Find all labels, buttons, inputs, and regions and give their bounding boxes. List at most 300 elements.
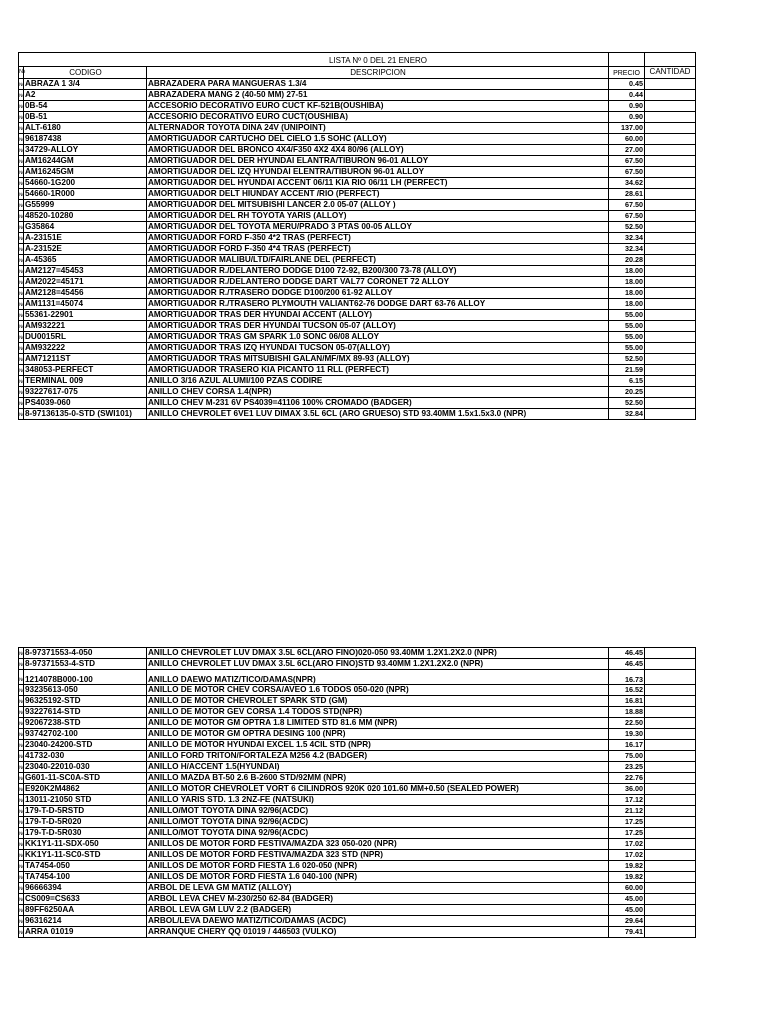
row-number-cell: № [18, 365, 24, 375]
precio-cell: 0.90 [609, 101, 645, 111]
codigo-cell: 54660-1R000 [24, 189, 147, 199]
precio-cell: 55.00 [609, 321, 645, 331]
table-row [18, 696, 696, 707]
row-number-cell: № [18, 277, 24, 287]
codigo-cell: TERMINAL 009 [24, 376, 147, 386]
codigo-cell: 41732-030 [24, 751, 147, 761]
codigo-cell: 8-97371553-4-050 [24, 648, 147, 658]
codigo-cell: AM16244GM [24, 156, 147, 166]
precio-cell: 17.02 [609, 850, 645, 860]
precio-cell: 18.00 [609, 277, 645, 287]
descripcion-cell: ANILLO CHEVROLET LUV DMAX 3.5L 6CL(ARO FINO)STD 93.40MM 1.2X1.2X2.0 (NPR) [147, 659, 609, 669]
descripcion-cell: ANILLO MOTOR CHEVROLET VORT 6 CILINDROS 920K 020 101.60 MM+0.50 (SEALED POWER) [147, 784, 609, 794]
descripcion-cell: ANILLO H/ACCENT 1.5(HYUNDAI) [147, 762, 609, 772]
cantidad-cell[interactable] [645, 244, 696, 254]
codigo-cell: A2 [24, 90, 147, 100]
precio-cell: 20.28 [609, 255, 645, 265]
descripcion-cell: ARBOL LEVA GM LUV 2.2 (BADGER) [147, 905, 609, 915]
table-row [18, 659, 696, 670]
cantidad-cell[interactable] [645, 828, 696, 838]
table-row [18, 255, 696, 266]
table-row [18, 883, 696, 894]
cantidad-cell[interactable] [645, 266, 696, 276]
cantidad-cell[interactable] [645, 376, 696, 386]
table-row [18, 343, 696, 354]
descripcion-cell: AMORTIGUADOR TRAS MITSUBISHI GALAN/MF/MX 89-93 (ALLOY) [147, 354, 609, 364]
row-number-cell: № [18, 255, 24, 265]
cantidad-cell[interactable] [645, 740, 696, 750]
codigo-cell: AM16245GM [24, 167, 147, 177]
codigo-cell: KK1Y1-11-SC0-STD [24, 850, 147, 860]
codigo-cell: PS4039-060 [24, 398, 147, 408]
codigo-cell: 13011-21050 STD [24, 795, 147, 805]
row-number-cell: № [18, 751, 24, 761]
list-title: LISTA Nº 0 DEL 21 ENERO [147, 53, 609, 66]
table-row [18, 685, 696, 696]
cantidad-cell[interactable] [645, 233, 696, 243]
descripcion-cell: ACCESORIO DECORATIVO EURO CUCT(OUSHIBA) [147, 112, 609, 122]
row-number-cell: № [18, 784, 24, 794]
row-number-cell: № [18, 894, 24, 904]
precio-cell: 45.00 [609, 894, 645, 904]
row-number-cell: № [18, 409, 24, 419]
table-row [18, 134, 696, 145]
row-number-cell: № [18, 200, 24, 210]
header-n: № [18, 67, 24, 78]
row-number-cell: № [18, 795, 24, 805]
precio-cell: 19.30 [609, 729, 645, 739]
table-row [18, 167, 696, 178]
codigo-cell: G601-11-SC0A-STD [24, 773, 147, 783]
precio-cell: 19.82 [609, 872, 645, 882]
table-row [18, 365, 696, 376]
cantidad-cell[interactable] [645, 648, 696, 658]
descripcion-cell: ANILLOS DE MOTOR FORD FESTIVA/MAZDA 323 050-020 (NPR) [147, 839, 609, 849]
table-body-1 [18, 79, 696, 420]
table-row [18, 648, 696, 659]
codigo-cell: 8-97371553-4-STD [24, 659, 147, 669]
cantidad-cell[interactable] [645, 211, 696, 221]
cantidad-cell[interactable] [645, 718, 696, 728]
precio-cell: 52.50 [609, 354, 645, 364]
descripcion-cell: ACCESORIO DECORATIVO EURO CUCT KF-521B(OUSHIBA) [147, 101, 609, 111]
cantidad-cell[interactable] [645, 751, 696, 761]
descripcion-cell: AMORTIGUADOR R./DELANTERO DODGE D100 72-92, B200/300 73-78 (ALLOY) [147, 266, 609, 276]
cantidad-cell[interactable] [645, 729, 696, 739]
row-number-cell: № [18, 905, 24, 915]
descripcion-cell: ARBOL DE LEVA GM MATIZ (ALLOY) [147, 883, 609, 893]
precio-cell: 20.25 [609, 387, 645, 397]
codigo-cell: ARRA 01019 [24, 927, 147, 937]
cantidad-cell[interactable] [645, 883, 696, 893]
row-number-cell: № [18, 134, 24, 144]
codigo-cell: 96187438 [24, 134, 147, 144]
descripcion-cell: AMORTIGUADOR R./DELANTERO DODGE DART VAL77 CORONET 72 ALLOY [147, 277, 609, 287]
row-number-cell: № [18, 211, 24, 221]
table-row [18, 156, 696, 167]
precio-cell: 28.61 [609, 189, 645, 199]
codigo-cell: ABRAZA 1 3/4 [24, 79, 147, 89]
table-row [18, 189, 696, 200]
row-number-cell: № [18, 387, 24, 397]
cantidad-cell[interactable] [645, 762, 696, 772]
cantidad-cell[interactable] [645, 255, 696, 265]
descripcion-cell: ANILLO/MOT TOYOTA DINA 92/96(ACDC) [147, 828, 609, 838]
row-number-cell: № [18, 288, 24, 298]
row-number-cell: № [18, 101, 24, 111]
header-cantidad: CANTIDAD [645, 67, 696, 78]
descripcion-cell: AMORTIGUADOR DEL TOYOTA MERU/PRADO 3 PTAS 00-05 ALLOY [147, 222, 609, 232]
codigo-cell: AM2022=45171 [24, 277, 147, 287]
row-number-cell: № [18, 883, 24, 893]
row-number-cell: № [18, 244, 24, 254]
table-row [18, 222, 696, 233]
descripcion-cell: AMORTIGUADOR DEL HYUNDAI ACCENT 06/11 KIA RIO 06/11 LH (PERFECT) [147, 178, 609, 188]
cantidad-cell[interactable] [645, 784, 696, 794]
table-row [18, 762, 696, 773]
cantidad-cell[interactable] [645, 398, 696, 408]
cantidad-cell[interactable] [645, 365, 696, 375]
table-row [18, 740, 696, 751]
descripcion-cell: ABRAZADERA MANG 2 (40-50 MM) 27-51 [147, 90, 609, 100]
cantidad-cell[interactable] [645, 112, 696, 122]
table-row [18, 288, 696, 299]
table-row [18, 861, 696, 872]
codigo-cell: AM932222 [24, 343, 147, 353]
table-row [18, 894, 696, 905]
cantidad-cell[interactable] [645, 659, 696, 669]
cantidad-cell[interactable] [645, 79, 696, 89]
table-row [18, 817, 696, 828]
table-row [18, 376, 696, 387]
precio-cell: 55.00 [609, 343, 645, 353]
codigo-cell: AM71211ST [24, 354, 147, 364]
precio-cell: 75.00 [609, 751, 645, 761]
precio-cell: 17.25 [609, 817, 645, 827]
table-row [18, 398, 696, 409]
precio-cell: 22.50 [609, 718, 645, 728]
row-number-cell: № [18, 222, 24, 232]
table-row [18, 266, 696, 277]
codigo-cell: 93235613-050 [24, 685, 147, 695]
cantidad-cell[interactable] [645, 806, 696, 816]
table-row [18, 872, 696, 883]
precio-cell: 21.12 [609, 806, 645, 816]
price-list-sheet-1 [18, 52, 696, 420]
cantidad-cell[interactable] [645, 156, 696, 166]
cantidad-cell[interactable] [645, 696, 696, 706]
table-row [18, 145, 696, 156]
precio-cell: 55.00 [609, 310, 645, 320]
title-blank-cantidad [645, 53, 696, 66]
precio-cell: 18.00 [609, 299, 645, 309]
descripcion-cell: AMORTIGUADOR TRAS DER HYUNDAI TUCSON 05-07 (ALLOY) [147, 321, 609, 331]
table-row [18, 332, 696, 343]
cantidad-cell[interactable] [645, 773, 696, 783]
precio-cell: 67.50 [609, 200, 645, 210]
row-number-cell: № [18, 839, 24, 849]
codigo-cell: TA7454-100 [24, 872, 147, 882]
descripcion-cell: ANILLO DE MOTOR CHEVROLET SPARK STD (GM) [147, 696, 609, 706]
table-row [18, 354, 696, 365]
codigo-cell: 89FF6250AA [24, 905, 147, 915]
descripcion-cell: AMORTIGUADOR FORD F-350 4*4 TRAS (PERFECT) [147, 244, 609, 254]
descripcion-cell: ANILLO DE MOTOR GM OPTRA 1.8 LIMITED STD 81.6 MM (NPR) [147, 718, 609, 728]
precio-cell: 16.73 [609, 670, 645, 684]
cantidad-cell[interactable] [645, 707, 696, 717]
title-row [18, 52, 696, 67]
table-row [18, 828, 696, 839]
row-number-cell: № [18, 156, 24, 166]
cantidad-cell[interactable] [645, 321, 696, 331]
row-number-cell: № [18, 872, 24, 882]
table-row [18, 123, 696, 134]
row-number-cell: № [18, 773, 24, 783]
cantidad-cell[interactable] [645, 310, 696, 320]
precio-cell: 67.50 [609, 167, 645, 177]
price-list-sheet-2 [18, 647, 696, 938]
precio-cell: 6.15 [609, 376, 645, 386]
cantidad-cell[interactable] [645, 872, 696, 882]
precio-cell: 67.50 [609, 211, 645, 221]
codigo-cell: 179-T-D-5R030 [24, 828, 147, 838]
row-number-cell: № [18, 299, 24, 309]
cantidad-cell[interactable] [645, 222, 696, 232]
descripcion-cell: AMORTIGUADOR TRAS DER HYUNDAI ACCENT (ALLOY) [147, 310, 609, 320]
row-number-cell: № [18, 321, 24, 331]
column-header-row [18, 67, 696, 79]
codigo-cell: 23040-24200-STD [24, 740, 147, 750]
descripcion-cell: AMORTIGUADOR FORD F-350 4*2 TRAS (PERFECT) [147, 233, 609, 243]
codigo-cell: 8-97136135-0-STD (SWI101) [24, 409, 147, 419]
descripcion-cell: ANILLO DE MOTOR CHEV CORSA/AVEO 1.6 TODOS 050-020 (NPR) [147, 685, 609, 695]
row-number-cell: № [18, 861, 24, 871]
table-row [18, 850, 696, 861]
codigo-cell: G55999 [24, 200, 147, 210]
descripcion-cell: AMORTIGUADOR TRAS IZQ HYUNDAI TUCSON 05-07(ALLOY) [147, 343, 609, 353]
cantidad-cell[interactable] [645, 134, 696, 144]
header-precio: PRECIO [609, 67, 645, 78]
precio-cell: 55.00 [609, 332, 645, 342]
title-blank-codigo [24, 53, 147, 66]
row-number-cell: № [18, 233, 24, 243]
precio-cell: 27.00 [609, 145, 645, 155]
row-number-cell: № [18, 927, 24, 937]
row-number-cell: № [18, 112, 24, 122]
cantidad-cell[interactable] [645, 354, 696, 364]
cantidad-cell[interactable] [645, 189, 696, 199]
table-row [18, 718, 696, 729]
codigo-cell: AM1131=45074 [24, 299, 147, 309]
codigo-cell: 23040-22010-030 [24, 762, 147, 772]
codigo-cell: 348053-PERFECT [24, 365, 147, 375]
cantidad-cell[interactable] [645, 101, 696, 111]
codigo-cell: AM2128=45456 [24, 288, 147, 298]
header-descripcion: DESCRIPCION [147, 67, 609, 78]
precio-cell: 45.00 [609, 905, 645, 915]
descripcion-cell: ANILLO 3/16 AZUL ALUMI/100 PZAS CODIRE [147, 376, 609, 386]
descripcion-cell: ANILLO DAEWO MATIZ/TICO/DAMAS(NPR) [147, 670, 609, 684]
descripcion-cell: ABRAZADERA PARA MANGUERAS 1.3/4 [147, 79, 609, 89]
cantidad-cell[interactable] [645, 685, 696, 695]
row-number-cell: № [18, 648, 24, 658]
row-number-cell: № [18, 145, 24, 155]
precio-cell: 17.12 [609, 795, 645, 805]
cantidad-cell[interactable] [645, 894, 696, 904]
table-row [18, 200, 696, 211]
cantidad-cell[interactable] [645, 817, 696, 827]
descripcion-cell: ANILLO MAZDA BT-50 2.6 B-2600 STD/92MM (NPR) [147, 773, 609, 783]
row-number-cell: № [18, 762, 24, 772]
cantidad-cell[interactable] [645, 861, 696, 871]
codigo-cell: G35864 [24, 222, 147, 232]
descripcion-cell: AMORTIGUADOR DEL BRONCO 4X4/F350 4X2 4X4 80/96 (ALLOY) [147, 145, 609, 155]
descripcion-cell: ANILLOS DE MOTOR FORD FIESTA 1.6 020-050 (NPR) [147, 861, 609, 871]
row-number-cell: № [18, 707, 24, 717]
table-row [18, 299, 696, 310]
cantidad-cell[interactable] [645, 916, 696, 926]
table-row [18, 905, 696, 916]
codigo-cell: 93742702-100 [24, 729, 147, 739]
table-row [18, 409, 696, 420]
precio-cell: 18.00 [609, 266, 645, 276]
descripcion-cell: ANILLO/MOT TOYOTA DINA 92/96(ACDC) [147, 806, 609, 816]
table-row [18, 112, 696, 123]
cantidad-cell[interactable] [645, 200, 696, 210]
precio-cell: 52.50 [609, 222, 645, 232]
descripcion-cell: AMORTIGUADOR TRAS GM SPARK 1.0 SONC 06/08 ALLOY [147, 332, 609, 342]
row-number-cell: № [18, 343, 24, 353]
precio-cell: 16.81 [609, 696, 645, 706]
precio-cell: 60.00 [609, 883, 645, 893]
row-number-cell: № [18, 685, 24, 695]
row-number-cell: № [18, 729, 24, 739]
cantidad-cell[interactable] [645, 850, 696, 860]
table-row [18, 707, 696, 718]
cantidad-cell[interactable] [645, 927, 696, 937]
cantidad-cell[interactable] [645, 277, 696, 287]
descripcion-cell: ALTERNADOR TOYOTA DINA 24V (UNIPOINT) [147, 123, 609, 133]
table-row [18, 806, 696, 817]
cantidad-cell[interactable] [645, 409, 696, 419]
precio-cell: 18.00 [609, 288, 645, 298]
precio-cell: 46.45 [609, 659, 645, 669]
descripcion-cell: ANILLO CHEV CORSA 1.4(NPR) [147, 387, 609, 397]
cantidad-cell[interactable] [645, 288, 696, 298]
codigo-cell: 93227617-075 [24, 387, 147, 397]
row-number-cell: № [18, 398, 24, 408]
descripcion-cell: ANILLO FORD TRITON/FORTALEZA M256 4.2 (BADGER) [147, 751, 609, 761]
codigo-cell: KK1Y1-11-SDX-050 [24, 839, 147, 849]
codigo-cell: A-23151E [24, 233, 147, 243]
cantidad-cell[interactable] [645, 145, 696, 155]
cantidad-cell[interactable] [645, 299, 696, 309]
descripcion-cell: ANILLO YARIS STD. 1.3 2NZ-FE (NATSUKI) [147, 795, 609, 805]
codigo-cell: 96325192-STD [24, 696, 147, 706]
table-row [18, 90, 696, 101]
row-number-cell: № [18, 310, 24, 320]
cantidad-cell[interactable] [645, 123, 696, 133]
row-number-cell: № [18, 354, 24, 364]
row-number-cell: № [18, 817, 24, 827]
descripcion-cell: ANILLOS DE MOTOR FORD FESTIVA/MAZDA 323 STD (NPR) [147, 850, 609, 860]
cantidad-cell[interactable] [645, 795, 696, 805]
row-number-cell: № [18, 189, 24, 199]
descripcion-cell: ANILLO CHEVROLET 6VE1 LUV DIMAX 3.5L 6CL (ARO GRUESO) STD 93.40MM 1.5x1.5x3.0 (NPR) [147, 409, 609, 419]
cantidad-cell[interactable] [645, 332, 696, 342]
cantidad-cell[interactable] [645, 90, 696, 100]
table-row [18, 79, 696, 90]
descripcion-cell: AMORTIGUADOR R./TRASERO DODGE D100/200 61-92 ALLOY [147, 288, 609, 298]
table-row [18, 670, 696, 685]
cantidad-cell[interactable] [645, 670, 696, 684]
precio-cell: 29.64 [609, 916, 645, 926]
codigo-cell: 54660-1G200 [24, 178, 147, 188]
row-number-cell: № [18, 266, 24, 276]
cantidad-cell[interactable] [645, 839, 696, 849]
table-row [18, 310, 696, 321]
table-row [18, 233, 696, 244]
row-number-cell: № [18, 718, 24, 728]
precio-cell: 21.59 [609, 365, 645, 375]
table-row [18, 839, 696, 850]
cantidad-cell[interactable] [645, 167, 696, 177]
row-number-cell: № [18, 916, 24, 926]
codigo-cell: 34729-ALLOY [24, 145, 147, 155]
codigo-cell: A-23152E [24, 244, 147, 254]
descripcion-cell: ANILLO DE MOTOR GM OPTRA DESING 100 (NPR) [147, 729, 609, 739]
row-number-cell: № [18, 828, 24, 838]
header-codigo: CODIGO [24, 67, 147, 78]
precio-cell: 46.45 [609, 648, 645, 658]
row-number-cell: № [18, 806, 24, 816]
table-row [18, 773, 696, 784]
cantidad-cell[interactable] [645, 178, 696, 188]
row-number-cell: № [18, 178, 24, 188]
codigo-cell: 48520-10280 [24, 211, 147, 221]
codigo-cell: ALT-6180 [24, 123, 147, 133]
descripcion-cell: ARRANQUE CHERY QQ 01019 / 446503 (VULKO) [147, 927, 609, 937]
precio-cell: 23.25 [609, 762, 645, 772]
precio-cell: 79.41 [609, 927, 645, 937]
precio-cell: 17.02 [609, 839, 645, 849]
precio-cell: 36.00 [609, 784, 645, 794]
precio-cell: 32.34 [609, 233, 645, 243]
precio-cell: 0.90 [609, 112, 645, 122]
precio-cell: 60.00 [609, 134, 645, 144]
codigo-cell: E920K2M4862 [24, 784, 147, 794]
codigo-cell: 179-T-D-5R020 [24, 817, 147, 827]
codigo-cell: DU0015RL [24, 332, 147, 342]
table-row [18, 101, 696, 112]
precio-cell: 32.34 [609, 244, 645, 254]
cantidad-cell[interactable] [645, 905, 696, 915]
codigo-cell: 93227614-STD [24, 707, 147, 717]
precio-cell: 0.45 [609, 79, 645, 89]
table-row [18, 784, 696, 795]
table-row [18, 916, 696, 927]
descripcion-cell: AMORTIGUADOR DEL IZQ HYUNDAI ELENTRA/TIBURON 96-01 ALLOY [147, 167, 609, 177]
row-number-cell: № [18, 850, 24, 860]
precio-cell: 52.50 [609, 398, 645, 408]
cantidad-cell[interactable] [645, 387, 696, 397]
row-number-cell: № [18, 123, 24, 133]
precio-cell: 0.44 [609, 90, 645, 100]
descripcion-cell: ANILLO CHEV M-231 6V PS4039=41106 100% CROMADO (BADGER) [147, 398, 609, 408]
cantidad-cell[interactable] [645, 343, 696, 353]
table-row [18, 751, 696, 762]
codigo-cell: 96316214 [24, 916, 147, 926]
